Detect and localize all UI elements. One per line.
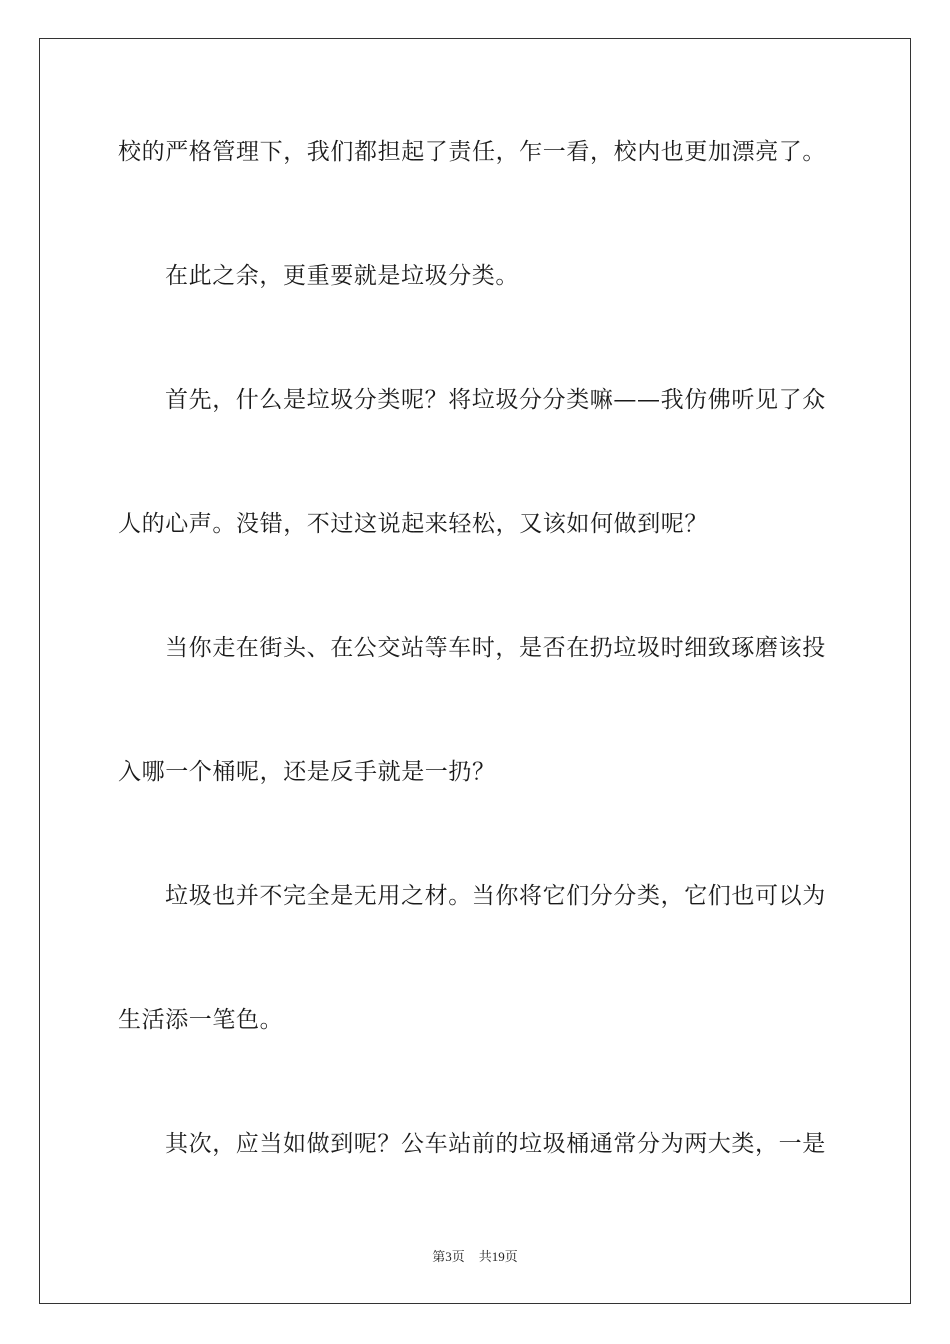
paragraph-line: 首先，什么是垃圾分类呢？将垃圾分分类嘛——我仿佛听见了众 [165, 387, 826, 413]
page-number: 第3页 [432, 1249, 465, 1264]
paragraph-line: 校的严格管理下，我们都担起了责任，乍一看，校内也更加漂亮了。 [118, 139, 826, 165]
paragraph-line: 生活添一笔色。 [118, 1007, 284, 1033]
paragraph-line: 在此之余，更重要就是垃圾分类。 [165, 263, 519, 289]
page-footer [0, 1248, 950, 1266]
paragraph-line: 人的心声。没错，不过这说起来轻松，又该如何做到呢？ [118, 511, 708, 537]
paragraph-line: 垃圾也并不完全是无用之材。当你将它们分分类，它们也可以为 [165, 883, 826, 909]
page-total: 共19页 [478, 1249, 518, 1264]
page-border [39, 38, 911, 1304]
paragraph-line: 当你走在街头、在公交站等车时，是否在扔垃圾时细致琢磨该投 [165, 635, 826, 661]
paragraph-line: 其次，应当如做到呢？公车站前的垃圾桶通常分为两大类，一是 [165, 1131, 826, 1157]
paragraph-line: 入哪一个桶呢，还是反手就是一扔？ [118, 759, 496, 785]
